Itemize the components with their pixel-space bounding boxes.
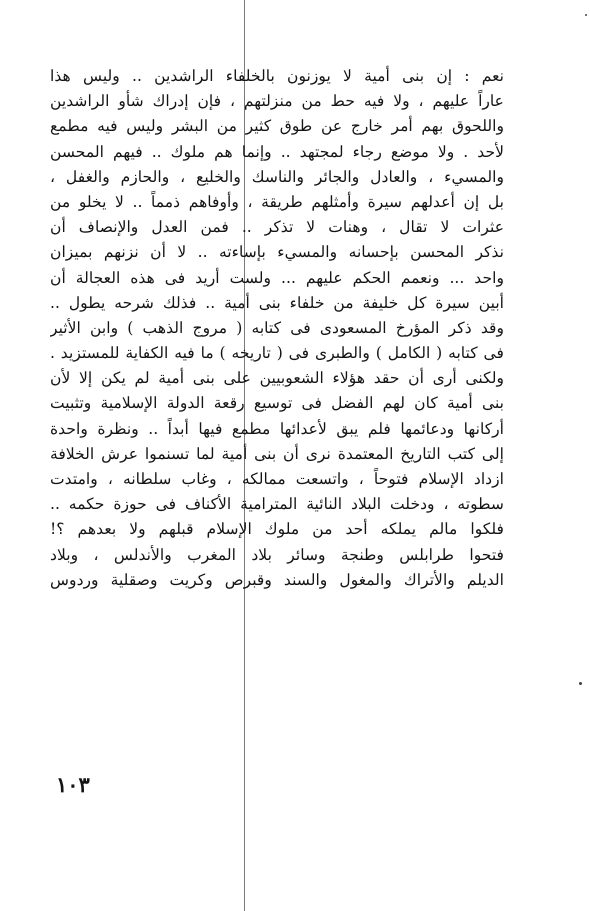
text-line: فى كتابه ( الكامل ) والطبرى فى ( تاريخه ) ما فيه الكفاية للمستزيد . — [50, 344, 504, 363]
text-line: بل إن أعدلهم سيرة وأمثلهم طريقة ، وأوفاهم ذمماً .. لا يخلو من — [50, 192, 504, 211]
text-line: نعم : إن بنى أمية لا يوزنون بالخلفاء الراشدين .. وليس هذا — [50, 67, 504, 85]
text-line: لأحد . ولا موضع رجاء لمجتهد .. وإنما هم ملوك .. فيهم المحسن — [50, 142, 504, 161]
text-line: فلكوا مالم يملكه أحد من ملوك الإسلام قبلهم ولا بعدهم ؟! — [50, 520, 504, 539]
text-line: بنى أمية كان لهم الفضل فى توسيع رقعة الدولة الإسلامية وتثبيت — [50, 394, 504, 413]
scan-speck — [585, 14, 587, 16]
text-line: أبين سيرة كل خليفة من خلفاء بنى أمية .. فذلك شرحه يطول .. — [50, 293, 504, 312]
text-line: نذكر المحسن بإحسانه والمسيء بإساءته .. لا أن نزنهم بميزان — [50, 243, 504, 262]
text-line: ولكنى أرى أن حقد هؤلاء الشعوبيين على بنى أمية لم يكن إلا لأن — [50, 369, 504, 388]
text-line: وقد ذكر المؤرخ المسعودى فى كتابه ( مروج الذهب ) وابن الأثير — [50, 318, 504, 337]
text-line: عاراً عليهم ، ولا فيه حط من منزلتهم ، فإن إدراك شأو الراشدين — [50, 92, 504, 111]
text-line: سطوته ، ودخلت البلاد النائية المترامية الأكناف فى حوزة حكمه .. — [50, 495, 504, 514]
text-line: واحد ... ونعمم الحكم عليهم ... ولست أريد فى هذه العجالة أن — [50, 268, 504, 287]
text-line: والمسيء ، والعادل والجائر والناسك والخليع ، والحازم والغفل ، — [50, 167, 504, 186]
text-line: إلى كتب التاريخ المعتمدة نرى أن بنى أمية لما تسنموا عرش الخلافة — [50, 444, 504, 463]
scan-speck — [579, 682, 582, 685]
page-number: ١٠٣ — [56, 772, 90, 797]
text-line: أركانها ودعائمها فلم يبق لأعدائها مطمع فيها أبداً .. ونظرة واحدة — [50, 419, 504, 438]
text-line: الديلم والأتراك والمغول والسند وقبرص وكريت وصقلية وردوس — [50, 570, 504, 589]
text-line: عثرات لا تقال ، وهنات لا تذكر .. فمن العدل والإنصاف أن — [50, 218, 504, 237]
text-line: ازداد الإسلام فتوحاً ، واتسعت ممالكه ، وغاب سلطانه ، وامتدت — [50, 470, 504, 488]
page-body-text — [50, 64, 504, 593]
text-line: فتحوا طرابلس وطنجة وسائر بلاد المغرب والأندلس ، وبلاد — [50, 545, 504, 564]
text-line: واللحوق بهم أمر خارج عن طوق كثير من البشر وليس فيه مطمع — [50, 117, 504, 136]
